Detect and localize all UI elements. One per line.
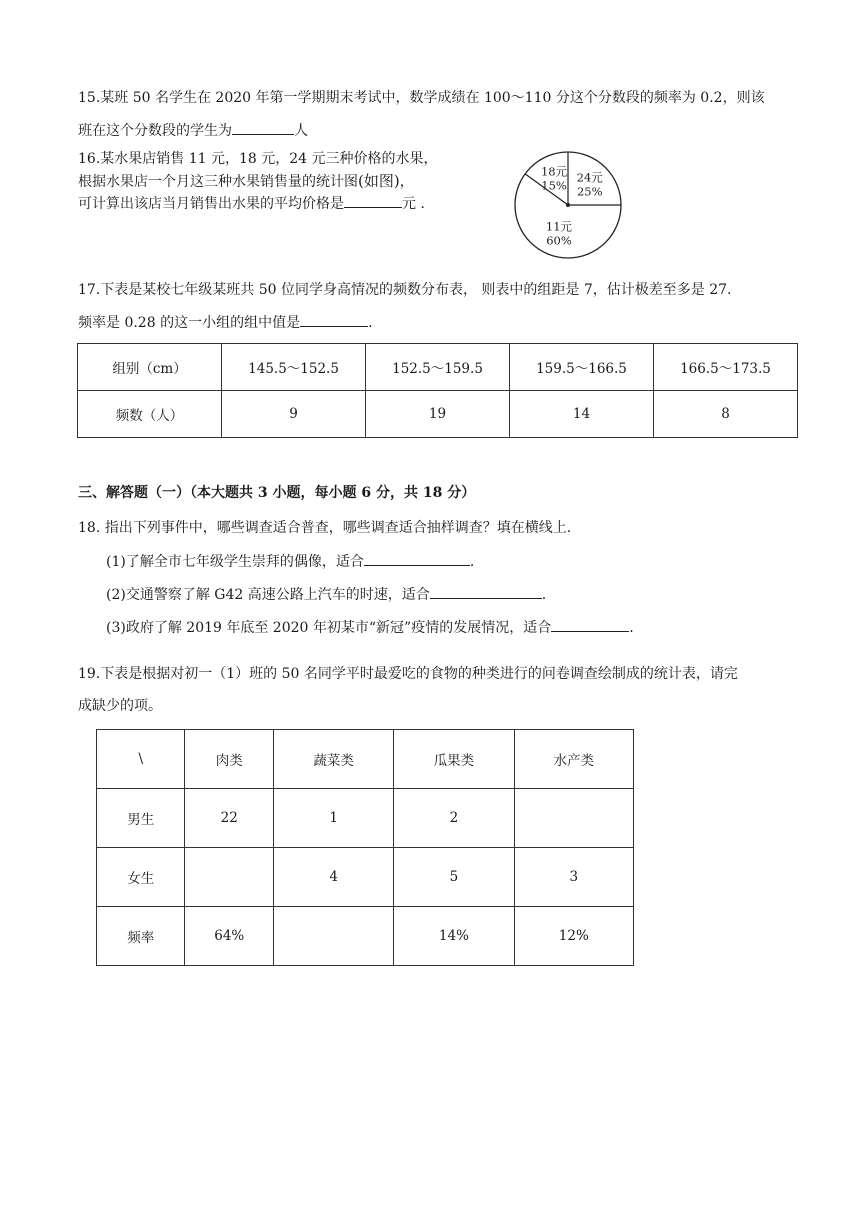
height-group-cell: 145.5～152.5 [222,344,366,391]
food-header-cell: 肉类 [185,730,274,789]
pie-slice-percent-label: 60% [546,233,572,248]
q18-item1-period: . [469,554,475,570]
pie-slice-percent-label: 15% [541,178,567,193]
food-cell: 1 [274,789,394,848]
food-row-label: 男生 [97,789,185,848]
food-row-frequency [97,907,634,966]
height-frequency-table [77,343,798,438]
q16-line2 [78,170,414,191]
q17-line2 [78,312,373,332]
pie-slice-price-label: 11元 [545,219,573,234]
height-count-cell: 19 [366,391,510,438]
pie-slice-price-label: 18元 [540,164,568,179]
q15-answer-blank[interactable] [232,120,294,135]
food-cell: 12% [514,907,633,966]
height-count-cell: 8 [653,391,797,438]
pie-center-dot [566,203,570,207]
section-3-title: 三、解答题（一）（本大题共 3 小题，每小题 6 分，共 18 分） [78,485,476,501]
food-cell-blank[interactable] [274,907,394,966]
height-group-row [78,344,798,391]
q15-line2-unit: 人 [294,123,308,139]
food-header-cell: 水产类 [514,730,633,789]
food-header-corner: \ [97,730,185,789]
q19-line2: 成缺少的项。 [78,698,162,714]
food-cell-blank[interactable] [514,789,633,848]
q18-item3 [106,617,634,637]
q18-item3-blank[interactable] [551,617,629,632]
food-cell: 4 [274,848,394,907]
height-group-label: 组别（cm） [78,344,222,391]
q18-item2 [106,584,546,604]
q16-figure-ref: (如图) [358,172,400,190]
q16-line3-unit: 元 ． [402,196,435,212]
food-header-cell: 蔬菜类 [274,730,394,789]
q16-line2-comma: ， [399,174,414,190]
food-header-row [97,730,634,789]
q18-line1: 18. 指出下列事件中，哪些调查适合普查，哪些调查适合抽样调查？填在横线上. [78,520,572,536]
q18-item1-blank[interactable] [364,551,470,566]
food-cell: 22 [185,789,274,848]
q18-item3-period: . [629,620,634,636]
height-count-cell: 9 [222,391,366,438]
q18-item1 [106,551,474,571]
q18-item2-blank[interactable] [430,584,542,599]
q18-item1-text: (1)了解全市七年级学生崇拜的偶像，适合 [106,554,364,570]
food-header-cell: 瓜果类 [394,730,514,789]
food-cell: 64% [185,907,274,966]
height-group-cell: 159.5～166.5 [510,344,654,391]
q16-line3 [78,193,434,213]
q18-item2-period: . [541,587,547,603]
q15-line2 [78,120,308,140]
q18-item3-text: (3)政府了解 2019 年底至 2020 年初某市“新冠”疫情的发展情况，适合 [106,620,552,636]
height-count-label: 频数（人） [78,391,222,438]
q16-line2-text: 根据水果店一个月这三种水果销售量的统计图 [78,174,358,190]
q17-line2-text: 频率是 0.28 的这一小组的组中值是 [78,315,301,331]
height-group-cell: 166.5～173.5 [653,344,797,391]
q17-answer-blank[interactable] [300,312,368,327]
fruit-price-pie-chart [508,148,628,264]
q17-line2-period: . [368,315,373,331]
food-cell: 3 [514,848,633,907]
q18-item2-text: (2)交通警察了解 G42 高速公路上汽车的时速，适合 [106,587,430,603]
height-group-cell: 152.5～159.5 [366,344,510,391]
q15-line2-text: 班在这个分数段的学生为 [78,123,232,139]
food-row-label: 女生 [97,848,185,907]
food-cell: 5 [394,848,514,907]
height-count-cell: 14 [510,391,654,438]
food-row-male [97,789,634,848]
q19-line1: 19.下表是根据对初一（1）班的 50 名同学平时最爱吃的食物的种类进行的问卷调查绘制成的统计表，请完 [78,666,738,682]
pie-slice-price-label: 24元 [576,170,603,185]
food-cell-blank[interactable] [185,848,274,907]
q16-line3-text: 可计算出该店当月销售出水果的平均价格是 [78,196,344,212]
q17-line1: 17.下表是某校七年级某班共 50 位同学身高情况的频数分布表， 则表中的组距是 7，估计极差至多是 27. [78,282,732,298]
food-cell: 2 [394,789,514,848]
food-row-female [97,848,634,907]
food-preference-table [96,729,634,966]
height-count-row [78,391,798,438]
food-row-label: 频率 [97,907,185,966]
pie-slice-percent-label: 25% [576,184,603,199]
q16-line1: 16.某水果店销售 11 元，18 元，24 元三种价格的水果， [78,151,438,167]
food-cell: 14% [394,907,514,966]
q16-answer-blank[interactable] [344,193,402,208]
q15-line1: 15.某班 50 名学生在 2020 年第一学期期末考试中，数学成绩在 100～110 分这个分数段的频率为 0.2，则该 [78,90,765,106]
